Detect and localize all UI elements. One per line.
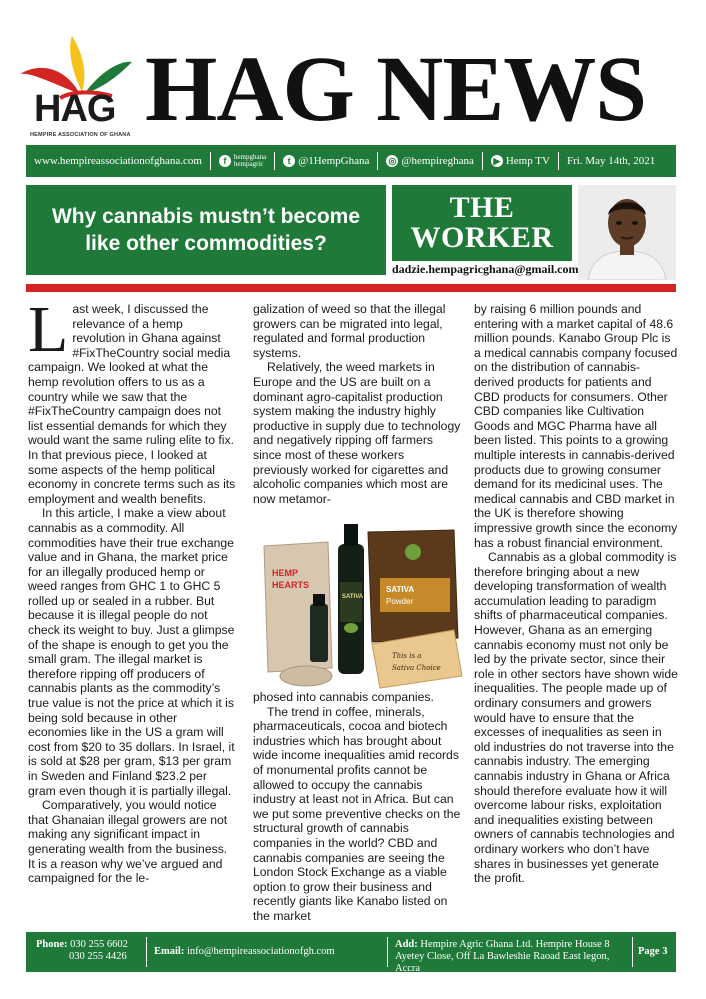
paragraph: Comparatively, you would notice that Ghanaian illegal growers are not making any significant impact in generating wealth from the business. It is a reason why we’ve argued and campaigned for the le-: [28, 798, 228, 886]
headline-line-2: like other commodities?: [85, 232, 327, 255]
divider: [632, 937, 633, 967]
divider: [210, 152, 211, 170]
logo-subtitle: HEMPIRE ASSOCIATION OF GHANA: [30, 132, 131, 138]
website-link[interactable]: www.hempireassociationofghana.com: [34, 155, 202, 167]
card-text-1: This is a: [392, 652, 422, 660]
divider: [482, 152, 483, 170]
footer-bar: [26, 932, 676, 972]
facebook-handle-2[interactable]: hempagric: [233, 160, 264, 168]
column-title-line-1: THE: [449, 191, 515, 224]
drop-cap: L: [28, 293, 69, 366]
facebook-icon[interactable]: f: [219, 155, 231, 167]
article-column-3: [474, 302, 678, 886]
footer-email-link[interactable]: info@hempireassociationofgh.com: [186, 946, 335, 957]
footer-email: [154, 946, 335, 957]
phone-number-1[interactable]: 030 255 6602: [70, 939, 128, 950]
author-email[interactable]: dadzie.hempagricghana@gmail.com: [392, 262, 579, 276]
phone-number-2[interactable]: 030 255 4426: [69, 951, 127, 962]
paragraph: galization of weed so that the illegal growers can be migrated into legal, regulated and formal production systems.: [253, 302, 446, 360]
paragraph: In this article, I make a view about cannabis as a commodity. All commodities have their true exchange value and in Ghana, the market price for an illegally produced hemp or weed ranges from GHC 1 to GHC 5 rolled up or sealed in a rubber. But because it is illegal people do not check its weight to buy. Just a glimpse of the shape is enough to get you the small gram. The illegal market is therefore ripping off producers of cannabis plants as the commodity’s true value is not the price at which it is being sold because in other economies like in the US a gram will cost from $20 to 35 dollars. In Israel, it is sold at $28 per gram, $13 per gram in Sweden and Finland $23.2 per gram even though it is partially illegal.: [28, 506, 235, 798]
footer-phone: [36, 939, 128, 963]
bag2-label-1: SATIVA: [386, 585, 415, 594]
hag-logo: [20, 32, 138, 138]
instagram-handle[interactable]: @hempireghana: [401, 155, 474, 167]
address-label: Add:: [395, 939, 418, 950]
divider: [387, 937, 388, 967]
bottle-label: SATIVA: [342, 594, 364, 600]
twitter-handle[interactable]: @1HempGhana: [298, 155, 370, 167]
phone-label: Phone:: [36, 939, 68, 950]
column-title-line-2: WORKER: [410, 221, 554, 254]
youtube-channel[interactable]: Hemp TV: [505, 155, 550, 167]
paragraph: The trend in coffee, minerals, pharmaceuticals, cocoa and biotech industries which has brought about wide income inequalities amid records of monumental profits cannot be allowed to occupy the cannabis industry at least not in Africa. But can we put some preventive checks on the structural growth of cannabis companies in the world? CBD and cannabis companies are seeing the London Stock Exchange as a viable option to grow their business and recently giants like Kanabo listed on the market: [253, 704, 461, 923]
facebook-handles[interactable]: [234, 154, 266, 168]
bag2-label-2: Powder: [386, 597, 414, 606]
divider: [558, 152, 559, 170]
address-text: Hempire Agric Ghana Ltd. Hempire House 8 Ayetey Close, Off La Bawleshie Raoad East legon, Accra: [395, 939, 610, 974]
column-title: [392, 185, 572, 261]
paragraph: by raising 6 million pounds and entering with a market capital of 48.6 million pounds. Kanabo Group Plc is a medical cannabis company focused on the distribution of cannabis-derived products for patients and CBD products for consumers. Other CBD companies like Cultivation Goods and MGC Pharma have all been listed. This points to a growing multiple interests in cannabis-derived products due to growing consumer demand for its medicinal uses. The medical cannabis and CBD market in the UK is therefore showing impressive growth since the economy has a robust financial environment.: [474, 302, 678, 550]
youtube-icon[interactable]: ▶: [491, 155, 503, 167]
masthead-title: HAG NEWS: [145, 38, 647, 141]
divider: [146, 937, 147, 967]
paragraph: ast week, I discussed the relevance of a hemp revolution in Ghana against #FixTheCountry social media campaign. We looked at what the hemp revolution offers to us as a country while we saw that the #FixTheCountry campaign does not list essential demands for which they would want the same ruling elite to fix. In that previous piece, I looked at some aspects of the hemp political economy in concrete terms such as its employment and wealth benefits.: [28, 302, 236, 506]
hemp-products-illustration: [258, 518, 470, 690]
article-column-2: [253, 302, 461, 506]
bag1-label-2: HEARTS: [272, 580, 310, 590]
email-label: Email:: [154, 946, 185, 957]
article-column-1: [28, 293, 236, 886]
paragraph: Cannabis as a global commodity is therefore bringing about a new developing transformation of wealth accumulation leading to paradigm shifts of pharmaceutical companies. However, Ghana as an emerging cannabis economy must not only be led by the private sector, since their role in other sectors have shown wide inequalities. The people made up of ordinary consumers and growers would have to ensure that the excesses of inequalities as seen in old industries do not traverse into the cannabis industry. The emerging cannabis industry in Ghana or Africa should therefore evaluate how it will overcome labour risks, exploitation and inequalities existing between owners of cannabis technologies and ordinary workers who don’t have shares in businesses yet generate the profit.: [474, 550, 678, 886]
divider: [274, 152, 275, 170]
facebook-handle-1[interactable]: hempghana: [233, 153, 267, 161]
article-column-2-continued: [253, 690, 461, 924]
product-photo: [258, 518, 470, 690]
divider: [377, 152, 378, 170]
instagram-icon[interactable]: ◎: [386, 155, 398, 167]
paragraph: Relatively, the weed markets in Europe and the US are built on a dominant agro-capitalist production system making the industry highly productive in supply due to technology and negatively ripping off farmers since most of these workers previously worked for cigarettes and alcoholic companies which most are now metamor-: [253, 360, 461, 506]
headline: [26, 185, 386, 275]
bag1-label-1: HEMP: [272, 568, 299, 578]
headline-line-1: Why cannabis mustn’t become: [51, 205, 361, 228]
twitter-icon[interactable]: t: [283, 155, 295, 167]
author-photo: [578, 185, 676, 280]
page-number: Page 3: [638, 946, 668, 957]
footer-address: [395, 939, 631, 975]
author-portrait-icon: [578, 185, 676, 280]
paragraph: phosed into cannabis companies.: [253, 690, 434, 704]
card-text-2: Sativa Choice: [392, 664, 441, 672]
logo-text: HAG: [34, 88, 116, 130]
info-bar: [26, 145, 676, 177]
red-divider: [26, 284, 676, 292]
issue-date: Fri. May 14th, 2021: [566, 155, 656, 167]
